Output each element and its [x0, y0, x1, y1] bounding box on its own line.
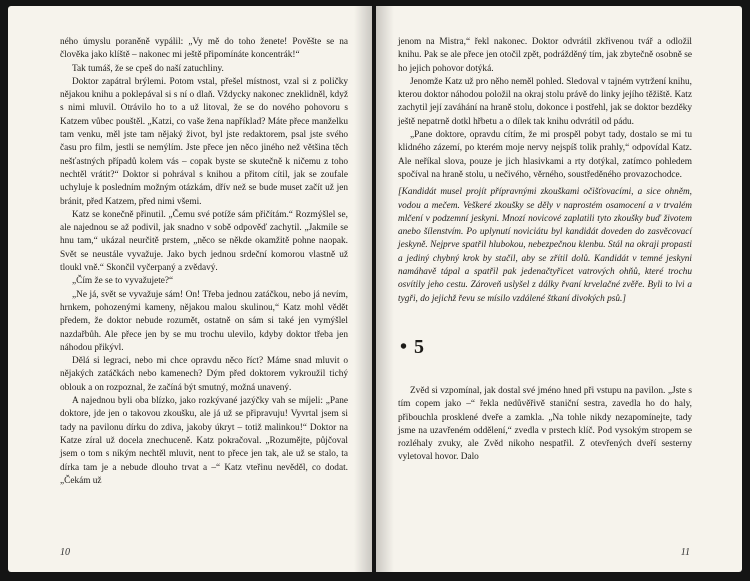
page-number-left: 10: [60, 547, 70, 558]
right-page: [376, 6, 742, 572]
paragraph: A najednou byli oba blízko, jako rozkývané jazýčky vah se míjeli: „Pane doktore, jde jen o takovou zkoušku, ale já už se připravuju! Vyvrtal jsem si tady na pavilonu dírku do zdiva, jakoby úkryt – totiž malinkou!“ Doktor na Katze zíral už docela znechuceně. Katz pokračoval. „Rozumějte, půjčoval jsem o tom s nikým nechtěl mluvit, nent to přece jen tak, ale už se stalo, ta dírka tam je a nebude dlouho trvat a –“ Katz vteřinu nevěděl, co dodat. „Čekám už: [60, 396, 348, 486]
gutter-shadow-left: [354, 6, 372, 572]
italic-bracket-note: [Kandidát musel projít přípravnými zkouškami očišťovacími, a sice ohněm, vodou a mečem. Veškeré zkoušky se děly v naprostém osamocení a v trvalém mlčení v podzemní jeskyni. Mnozí novicové zaplatili tyto zkoušky buď životem anebo šílenstvím. Po uplynutí noviciátu byl kandidát doveden do zasvěcovací jeskyně. Nejprve spatřil hlubokou, nebezpečnou klenbu. Stál na okraji propasti a jediný chybný krok by stačil, aby se zřítil dolů. Kandidát v temné jeskyni namáhavě tápal a spatřil pak jedenačtyřicet vatrových ohňů, které trochu osvítily jeho cestu. Zároveň uslyšel z dálky řvaní krvelačné zvěře. Byli to lvi a tygři, do jejichž řevu se mísilo vzdálené štkaní divokých psů.]: [398, 187, 692, 304]
paragraph: ného úmyslu poraněně vypálil: „Vy mě do toho ženete! Pověšte se na člověka jako klíště – nakonec mi ještě připomínáte koncentrák!“: [60, 37, 348, 61]
chapter-text: [398, 385, 692, 465]
chapter-heading: • 5: [400, 335, 426, 358]
paragraph: „Pane doktore, opravdu cítím, že mi prospěl pobyt tady, dostalo se mi tu klidného zázemí, po kterém moje nervy nejspíš tolik prahly,“ odpovídal Katz. Ale neříkal slova, pouze je jich hlasivkami a rty dotýkal, zatímco pohledem spočíval na hraně stolu, u nečivého, věrného, soustředěného provazochodce.: [398, 130, 692, 180]
left-page-text: [60, 36, 348, 488]
paragraph: jenom na Mistra,“ řekl nakonec. Doktor odvrátil zkřivenou tvář a odložil knihu. Pak se ale přece jen otočil zpět, podrážděný tím, jak zbytečně osobně se ho jejich pohovor dotýká.: [398, 37, 692, 74]
paragraph: „Čím že se to vyvažujete?“: [72, 276, 174, 287]
left-page: [8, 6, 372, 572]
paragraph: Zvěd si vzpomínal, jak dostal své jméno hned při vstupu na pavilon. „Jste s tím copem jako –“ řekla nedůvěřivě staniční sestra, zavedla ho do haly, přibouchla prosklené dveře a zamkla. „Na tohle nikdy nezapomínejte, tady jsme na uzavřeném oddělení,“ zvedla v prstech klíč. Pod vysokým stropem se rozléhaly zvuky, ale Zvěd nikoho nespatřil. Z otevřených dveří sesterny vyletoval hovor. Dalo: [398, 385, 692, 463]
page-number-right: 11: [680, 547, 690, 558]
paragraph: Doktor zapátral brýlemi. Potom vstal, přešel místnost, vzal si z poličky nějakou knihu a poklepával si s ní o dlaň. Vždycky nakonec zneklidněl, když s nimi mluvil. Otrávilo ho to a už litoval, že se do nového pohovoru s Katzem vůbec pouštěl. „Katzi, co vaše žena například? Máte přece manželku tam venku, měl jste tam nějaký život, byl jste redaktorem, psal jste svého času pro film, jestli se nemýlím. Jste přece jen něco jiného než většina těch nešťastných případů kolem vás – copak byste se skutečně k ničemu z toho nechtěl vrátit?“ Doktor si pohrával s knihou a přitom cítil, jak se zoufale uchyluje k posledním možným otázkám, dřív než se bude muset začít už jen bránit, před Katzem, před nimi všemi.: [60, 76, 348, 207]
paragraph: Dělá si legraci, nebo mi chce opravdu něco říct? Máme snad mluvit o nějakých zatáčkách nebo kamenech? Dým před doktorem vykroužil tichý oblouk a on rozpoznal, že začíná být smutný, možná unavený.: [60, 356, 348, 393]
right-page-text: [398, 36, 692, 182]
gutter-shadow-right: [376, 6, 394, 572]
paragraph: Tak tumáš, že se cpeš do naší zatuchliny.: [72, 63, 224, 74]
paragraph: Katz se konečně přinutil. „Čemu své potíže sám přičítám.“ Rozmýšlel se, ale najednou se až podivil, jak snadno v sobě odpověď zachytil. „Jakmile se hnu tam,“ ukázal neurčitě prstem, „něco se někde okamžitě pohne naopak. Svět se neustále vyvažuje. Jako bych jednou srdeční komorou vlastně už tloukl vně.“ Skončil vyčerpaný a zvědavý.: [60, 209, 348, 274]
paragraph: „Ne já, svět se vyvažuje sám! On! Třeba jednou zatáčkou, nebo já nevím, hrnkem, pohozenými kameny, nějakou malou skulinou,“ Katz mohl vědět předem, že doktor nebude rozumět, ostatně on sám si také jen vymýšlel nazdařbůh. Ale přece jen by se mu trochu ulevilo, kdyby doktor třeba jen náhodou přikývl.: [60, 289, 348, 353]
paragraph: Jenomže Katz už pro něho neměl pohled. Sledoval v tajném vytržení knihu, kterou doktor náhodou položil na okraj stolu právě do linky jejího těžiště. Katz zachytil její zaváhání na hraně stolu, dokonce i postřehl, jak se doktor bezděky ještě nepatrně dotkl hřbetu a o dílek tak knihu odvrátil od pádu.: [398, 76, 692, 127]
